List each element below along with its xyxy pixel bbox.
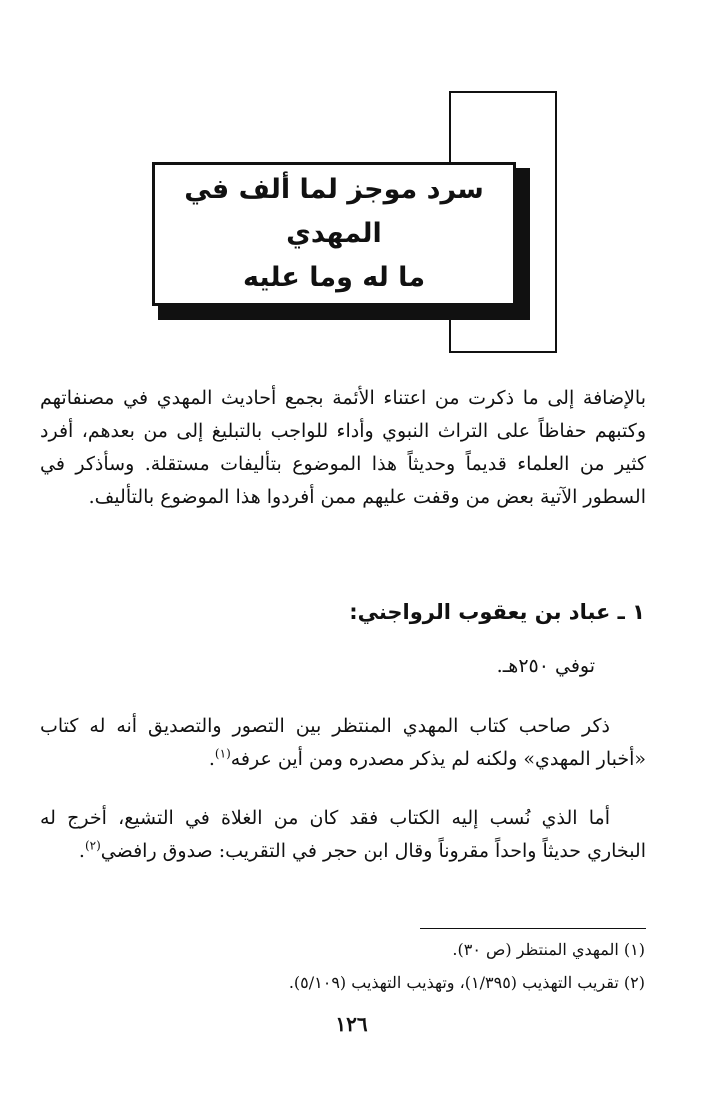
footnote-2: (٢) تقريب التهذيب (١/٣٩٥)، وتهذيب التهذيب (٥/١٠٩). [288, 973, 645, 992]
paragraph-end: . [78, 840, 85, 862]
chapter-title-line-1: سرد موجز لما ألف في المهدي [184, 174, 484, 249]
chapter-title-box [152, 162, 516, 306]
footnote-1: (١) المهدي المنتظر (ص ٣٠). [452, 940, 645, 959]
section-paragraph-2 [40, 802, 646, 868]
paragraph-text: ذكر صاحب كتاب المهدي المنتظر بين التصور والتصديق أنه له كتاب «أخبار المهدي» ولكنه لم يذكر مصدره ومن أين عرفه [40, 715, 646, 770]
footnote-ref-1: (١) [214, 746, 231, 761]
section-heading: ١ ـ عباد بن يعقوب الرواجني: [349, 600, 645, 624]
death-year: توفي ٢٥٠هـ. [496, 655, 595, 677]
footnote-ref-2: (٢) [84, 838, 101, 853]
paragraph-text: أما الذي نُسب إليه الكتاب فقد كان من الغلاة في التشيع، أخرج له البخاري حديثاً واحداً مقروناً وقال ابن حجر في التقريب: صدوق رافضي [40, 807, 646, 862]
section-paragraph-1 [40, 710, 646, 776]
footnote-separator [420, 928, 646, 929]
page-number: ١٢٦ [335, 1012, 368, 1036]
paragraph-end: . [208, 748, 215, 770]
chapter-title-line-2: ما له وما عليه [242, 262, 426, 293]
intro-paragraph: بالإضافة إلى ما ذكرت من اعتناء الأئمة بجمع أحاديث المهدي في مصنفاتهم وكتبهم حفاظاً على التراث النبوي وأداء للواجب بالتبليغ إلى من بعدهم، أفرد كثير من العلماء قديماً وحديثاً هذا الموضوع بتأليفات مستقلة. وسأذكر في السطور الآتية بعض من وقفت عليهم ممن أفردوا هذا الموضوع بالتأليف. [40, 387, 646, 508]
